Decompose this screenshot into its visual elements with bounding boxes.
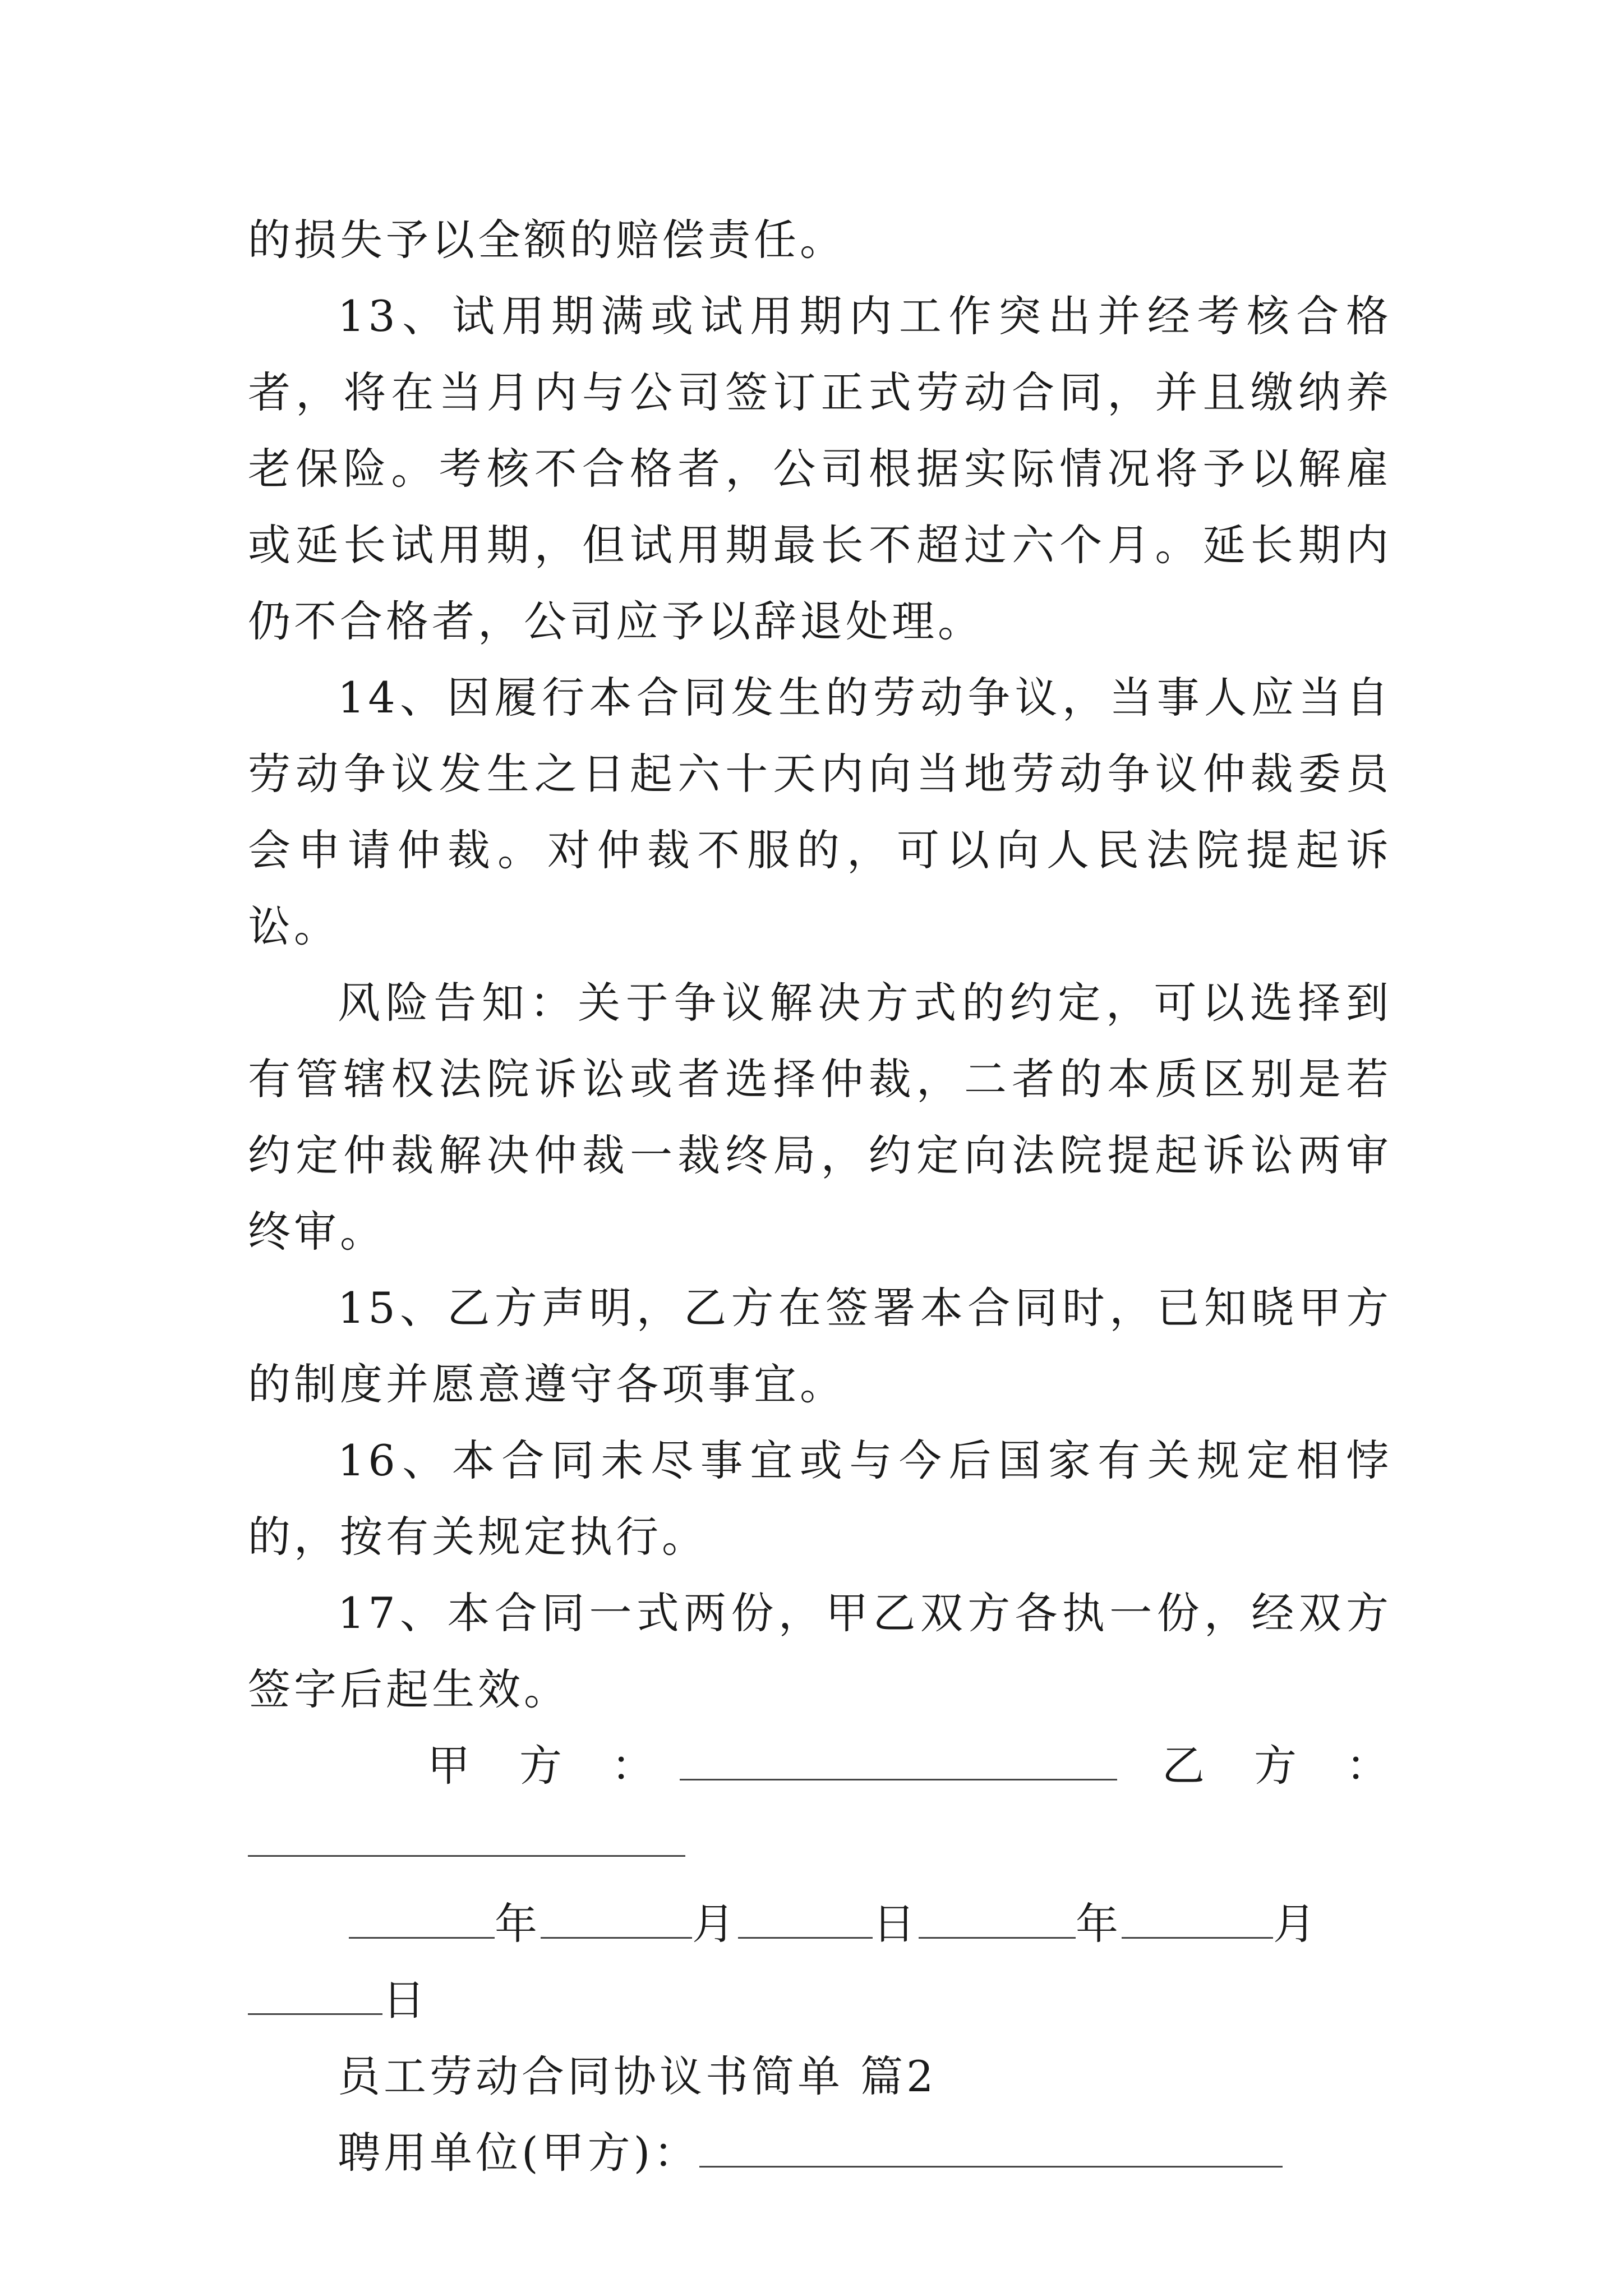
signature-parties-row xyxy=(248,1728,1392,1804)
party-a-label: 甲 方 ： xyxy=(427,1741,657,1791)
section-2-heading: 员工劳动合同协议书简单 篇2 xyxy=(338,2051,937,2101)
party-a-day-label: 日 xyxy=(873,1899,919,1949)
party-b-month-label: 月 xyxy=(1273,1899,1319,1949)
party-b-day-label: 日 xyxy=(382,1975,428,2025)
party-a-year-blank[interactable] xyxy=(349,1906,495,1939)
party-b-signature-row xyxy=(248,1804,1392,1880)
party-b-label: 乙 方 ： xyxy=(1162,1741,1392,1791)
document-page xyxy=(248,202,1392,2191)
party-a-month-label: 月 xyxy=(692,1899,738,1949)
employer-blank-line[interactable] xyxy=(699,2134,1283,2168)
party-b-year-label: 年 xyxy=(1076,1899,1122,1949)
paragraph-intro: 的损失予以全额的赔偿责任。 xyxy=(248,215,846,265)
party-a-day-blank[interactable] xyxy=(738,1906,873,1939)
date-row xyxy=(248,1886,1392,1962)
party-a-year-label: 年 xyxy=(495,1899,541,1949)
paragraph-clause-13: 13、试用期满或试用期内工作突出并经考核合格者，将在当月内与公司签订正式劳动合同，并且缴纳养老保险。考核不合格者，公司根据实际情况将予以解雇或延长试用期，但试用期最长不超过六个月。延长期内仍不合格者，公司应予以辞退处理。 xyxy=(248,291,1392,646)
employer-row xyxy=(248,2115,1392,2191)
paragraph-risk-notice: 风险告知：关于争议解决方式的约定，可以选择到有管辖权法院诉讼或者选择仲裁，二者的本质区别是若约定仲裁解决仲裁一裁终局，约定向法院提起诉讼两审终审。 xyxy=(248,978,1392,1257)
party-b-year-blank[interactable] xyxy=(919,1906,1076,1939)
party-a-signature-line[interactable] xyxy=(680,1747,1117,1780)
paragraph-clause-16: 16、本合同未尽事宜或与今后国家有关规定相悖的，按有关规定执行。 xyxy=(248,1435,1392,1562)
paragraph-clause-14: 14、因履行本合同发生的劳动争议，当事人应当自劳动争议发生之日起六十天内向当地劳动争议仲裁委员会申请仲裁。对仲裁不服的，可以向人民法院提起诉讼。 xyxy=(248,673,1392,951)
paragraph-clause-17: 17、本合同一式两份，甲乙双方各执一份，经双方签字后起生效。 xyxy=(248,1588,1392,1714)
party-a-month-blank[interactable] xyxy=(541,1906,692,1939)
date-row-cont xyxy=(248,1962,1392,2039)
paragraph-clause-15: 15、乙方声明，乙方在签署本合同时，已知晓甲方的制度并愿意遵守各项事宜。 xyxy=(248,1283,1392,1409)
employer-label: 聘用单位(甲方)： xyxy=(338,2128,700,2178)
party-b-month-blank[interactable] xyxy=(1122,1906,1273,1939)
party-b-signature-line[interactable] xyxy=(248,1824,685,1857)
party-b-day-blank[interactable] xyxy=(248,1982,382,2015)
